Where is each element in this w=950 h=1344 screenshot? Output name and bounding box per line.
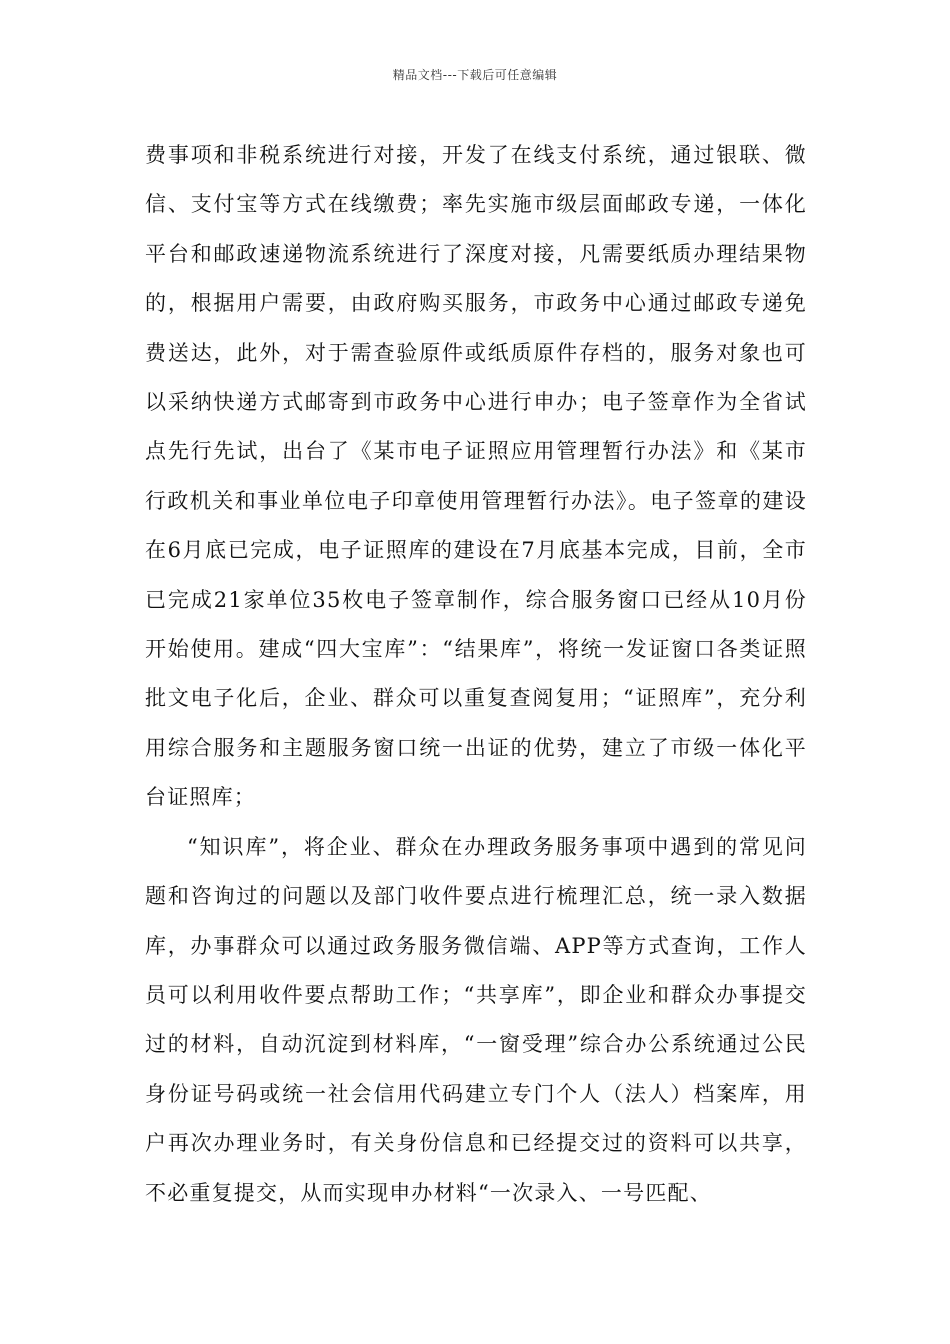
body-text (145, 131, 807, 1218)
page-header: 精品文档---下载后可任意编辑 (392, 68, 558, 82)
paragraph-1: 费事项和非税系统进行对接，开发了在线支付系统，通过银联、微信、支付宝等方式在线缴费；率先实施市级层面邮政专递，一体化平台和邮政速递物流系统进行了深度对接，凡需要纸质办理结果物的，根据用户需要，由政府购买服务，市政务中心通过邮政专递免费送达，此外，对于需查验原件或纸质原件存档的，服务对象也可以采纳快递方式邮寄到市政务中心进行申办；电子签章作为全省试点先行先试，出台了《某市电子证照应用管理暂行办法》和《某市行政机关和事业单位电子印章使用管理暂行办法》。电子签章的建设在6月底已完成，电子证照库的建设在7月底基本完成，目前，全市已完成21家单位35枚电子签章制作，综合服务窗口已经从10月份开始使用。建成“四大宝库”：“结果库”，将统一发证窗口各类证照批文电子化后，企业、群众可以重复查阅复用；“证照库”，充分利用综合服务和主题服务窗口统一出证的优势，建立了市级一体化平台证照库； (145, 143, 807, 810)
paragraph-2: “知识库”，将企业、群众在办理政务服务事项中遇到的常见问题和咨询过的问题以及部门收件要点进行梳理汇总，统一录入数据库，办事群众可以通过政务服务微信端、APP等方式查询，工作人员可以利用收件要点帮助工作；“共享库”，即企业和群众办事提交过的材料，自动沉淀到材料库，“一窗受理”综合办公系统通过公民身份证号码或统一社会信用代码建立专门个人（法人）档案库，用户再次办理业务时，有关身份信息和已经提交过的资料可以共享，不必重复提交，从而实现申办材料“一次录入、一号匹配、 (145, 834, 807, 1205)
